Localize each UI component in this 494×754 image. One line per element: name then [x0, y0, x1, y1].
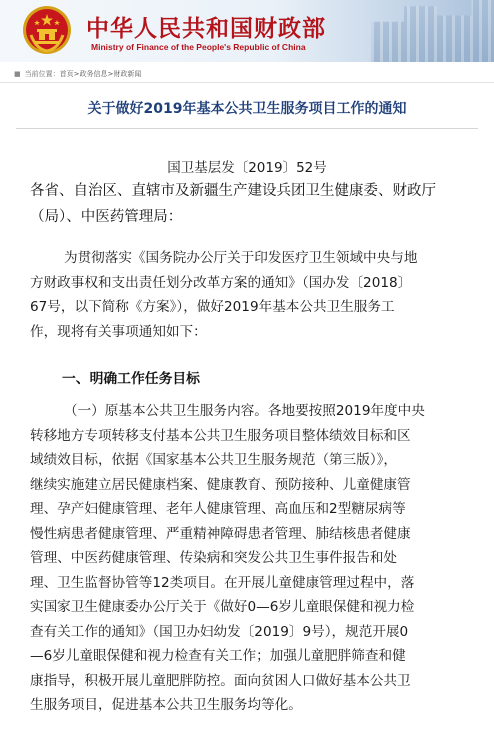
- text-line: 生服务项目，促进基本公共卫生服务均等化。: [30, 697, 302, 713]
- text-line: 域绩效目标，依据《国家基本公共卫生服务规范（第三版）》，: [30, 452, 398, 468]
- text-line: 67号，以下简称《方案》），做好2019年基本公共卫生服务工: [30, 299, 395, 315]
- text-line: 管理、中医药健康管理、传染病和突发公共卫生事件报告和处: [30, 550, 398, 566]
- text-line: （一）原基本公共卫生服务内容。各地要按照2019年度中央: [64, 403, 425, 419]
- text-line: 转移地方专项转移支付基本公共卫生服务项目整体绩效目标和区: [30, 427, 411, 444]
- text-line: 方财政事权和支出责任划分改革方案的通知》（国办发〔2018〕: [30, 274, 412, 291]
- site-header: [0, 0, 494, 62]
- text-line: —6岁儿童眼保健和视力检查有关工作；加强儿童肥胖筛查和健: [30, 648, 406, 664]
- building-graphic: [344, 0, 494, 62]
- text-line: 为贯彻落实《国务院办公厅关于印发医疗卫生领域中央与地: [64, 250, 418, 266]
- text-line: 慢性病患者健康管理、严重精神障碍患者管理、肺结核患者健康: [30, 525, 411, 542]
- addressee: [30, 178, 480, 230]
- national-emblem-icon: [22, 5, 72, 55]
- site-title[interactable]: 中华人民共和国财政部: [86, 16, 326, 42]
- breadcrumb-path[interactable]: 首页>政务信息>财政新闻: [59, 70, 142, 78]
- title-divider: [16, 128, 478, 129]
- breadcrumb-label: 当前位置：: [24, 70, 60, 78]
- text-line: 理、卫生监督协管等12类项目。在开展儿童健康管理过程中，落: [30, 574, 415, 591]
- article-title: 关于做好2019年基本公共卫生服务项目工作的通知: [87, 101, 407, 117]
- text-line: 作，现将有关事项通知如下：: [30, 323, 207, 340]
- breadcrumb: [0, 66, 494, 83]
- section-paragraph: [30, 399, 470, 718]
- location-icon: ■: [14, 70, 21, 78]
- text-line: 康指导，积极开展儿童肥胖防控。面向贫困人口做好基本公共卫: [30, 672, 411, 689]
- text-line: 继续实施建立居民健康档案、健康教育、预防接种、儿童健康管: [30, 476, 411, 493]
- section-heading: 一、明确工作任务目标: [62, 371, 200, 387]
- addressee-line: （局）、中医药管理局：: [30, 209, 183, 225]
- site-subtitle: Ministry of Finance of the People's Republic of China: [91, 42, 306, 52]
- intro-paragraph: [30, 246, 470, 344]
- text-line: 查有关工作的通知》（国卫办妇幼发〔2019〕9号），规范开展0: [30, 623, 409, 640]
- text-line: 理、孕产妇健康管理、老年人健康管理、高血压和2型糖尿病等: [30, 501, 406, 517]
- document-number: 国卫基层发〔2019〕52号: [167, 160, 327, 176]
- addressee-line: 各省、自治区、直辖市及新疆生产建设兵团卫生健康委、财政厅: [30, 183, 436, 199]
- text-line: 实国家卫生健康委办公厅关于《做好0—6岁儿童眼保健和视力检: [30, 599, 415, 615]
